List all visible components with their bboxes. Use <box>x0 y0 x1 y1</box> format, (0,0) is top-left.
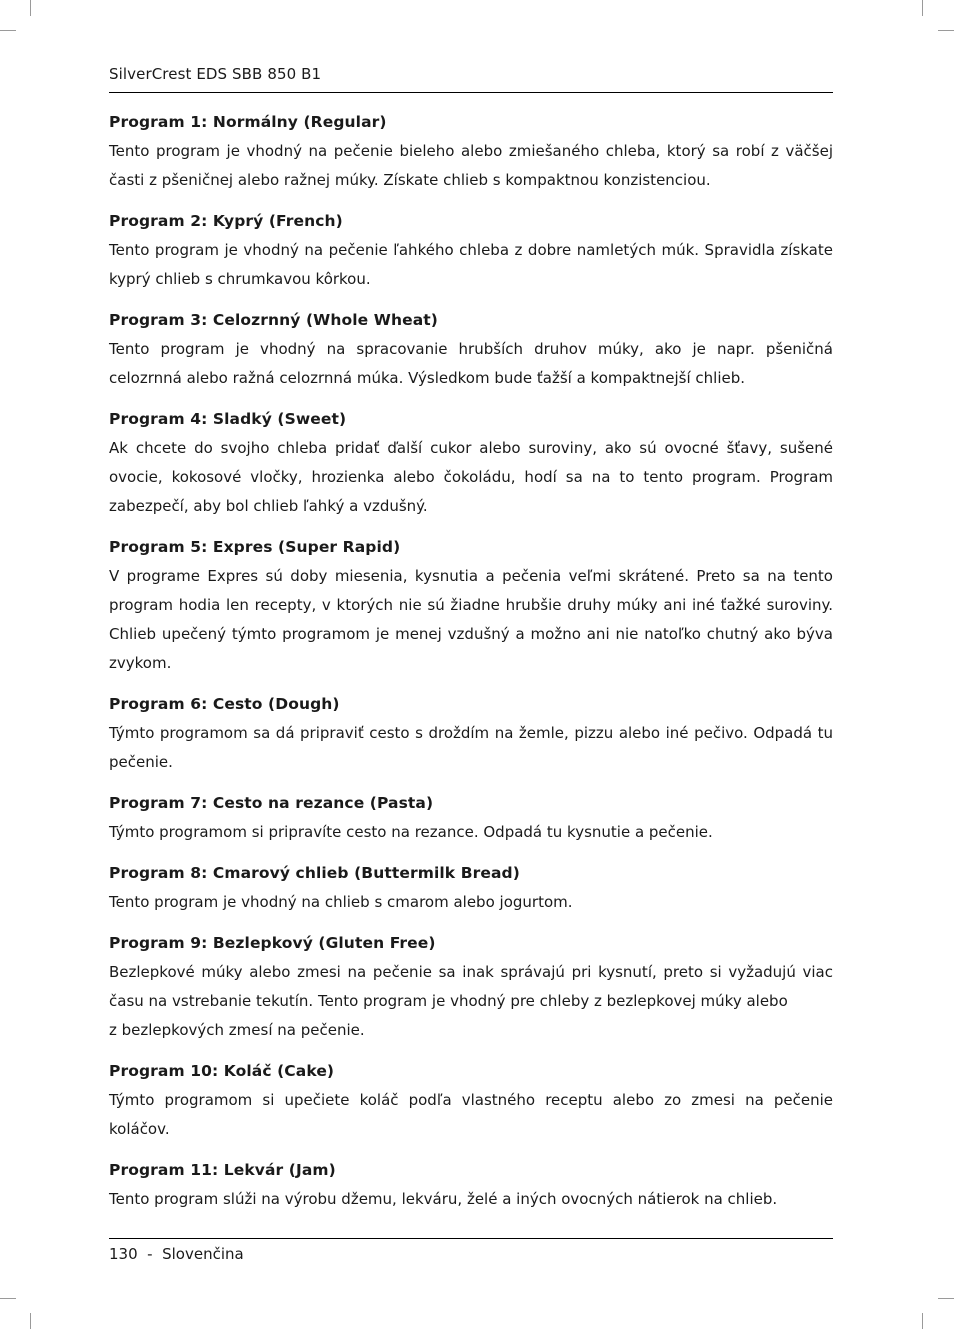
program-title: Program 7: Cesto na rezance (Pasta) <box>109 794 434 812</box>
crop-mark <box>922 0 923 16</box>
crop-mark <box>938 1298 954 1299</box>
program-section <box>109 406 833 521</box>
program-section <box>109 691 833 777</box>
program-title: Program 6: Cesto (Dough) <box>109 695 340 713</box>
crop-mark <box>30 1313 31 1329</box>
program-description: Týmto programom sa dá pripraviť cesto s droždím na žemle, pizzu alebo iné pečivo. Odpadá tu pečenie. <box>109 724 833 771</box>
page-footer <box>109 1238 833 1264</box>
program-description: Týmto programom si upečiete koláč podľa vlastného receptu alebo zo zmesi na pečenie koláčov. <box>109 1091 833 1138</box>
program-title: Program 8: Cmarový chlieb (Buttermilk Bread) <box>109 864 520 882</box>
program-section <box>109 1157 833 1214</box>
crop-mark <box>30 0 31 16</box>
program-section <box>109 109 833 195</box>
program-title: Program 5: Expres (Super Rapid) <box>109 538 401 556</box>
program-description: Tento program je vhodný na spracovanie hrubších druhov múky, ako je napr. pšeničná celozrnná alebo ražná celozrnná múka. Výsledkom bude ťažší a kompaktnejší chlieb. <box>109 340 833 387</box>
program-section <box>109 1058 833 1144</box>
program-title: Program 4: Sladký (Sweet) <box>109 410 347 428</box>
program-title: Program 11: Lekvár (Jam) <box>109 1161 336 1179</box>
program-description: Tento program je vhodný na pečenie bieleho alebo zmiešaného chleba, ktorý sa robí z väčšej časti z pšeničnej alebo ražnej múky. Získate chlieb s kompaktnou konzistenciou. <box>109 142 833 189</box>
page-header <box>109 64 833 93</box>
program-section <box>109 930 833 1045</box>
program-section <box>109 860 833 917</box>
program-description: Tento program je vhodný na chlieb s cmarom alebo jogurtom. <box>109 893 573 911</box>
program-description: Týmto programom si pripravíte cesto na rezance. Odpadá tu kysnutie a pečenie. <box>109 823 713 841</box>
header-title: SilverCrest EDS SBB 850 B1 <box>109 65 322 83</box>
crop-mark <box>938 30 954 31</box>
program-section <box>109 790 833 847</box>
crop-mark <box>0 1298 16 1299</box>
page-number-label: 130 - Slovenčina <box>109 1245 244 1263</box>
crop-mark <box>0 30 16 31</box>
program-title: Program 9: Bezlepkový (Gluten Free) <box>109 934 436 952</box>
program-title: Program 3: Celozrnný (Whole Wheat) <box>109 311 438 329</box>
program-title: Program 2: Kyprý (French) <box>109 212 343 230</box>
program-section <box>109 534 833 678</box>
program-description: Tento program je vhodný na pečenie ľahkého chleba z dobre namletých múk. Spravidla získate kyprý chlieb s chrumkavou kôrkou. <box>109 241 833 288</box>
program-description: Bezlepkové múky alebo zmesi na pečenie sa inak správajú pri kysnutí, preto si vyžadujú viac času na vstrebanie tekutín. Tento program je vhodný pre chleby z bezlepkovej múky alebo z bezlepkových zmesí na pečenie. <box>109 963 833 1039</box>
program-title: Program 1: Normálny (Regular) <box>109 113 387 131</box>
program-title: Program 10: Koláč (Cake) <box>109 1062 335 1080</box>
program-section <box>109 307 833 393</box>
program-description: V programe Expres sú doby miesenia, kysnutia a pečenia veľmi skrátené. Preto sa na tento program hodia len recepty, v ktorých nie sú žiadne hrubšie druhy múky ani iné ťažké suroviny. Chlieb upečený týmto programom je menej vzdušný a možno ani nie natoľko chutný ako býva zvykom. <box>109 567 833 672</box>
program-list <box>109 109 833 1227</box>
program-section <box>109 208 833 294</box>
crop-mark <box>922 1313 923 1329</box>
program-description: Ak chcete do svojho chleba pridať ďalší cukor alebo suroviny, ako sú ovocné šťavy, sušené ovocie, kokosové vločky, hrozienka alebo čokoládu, hodí sa na to tento program. Program zabezpečí, aby bol chlieb ľahký a vzdušný. <box>109 439 833 515</box>
program-description: Tento program slúži na výrobu džemu, lekváru, želé a iných ovocných nátierok na chlieb. <box>109 1190 778 1208</box>
